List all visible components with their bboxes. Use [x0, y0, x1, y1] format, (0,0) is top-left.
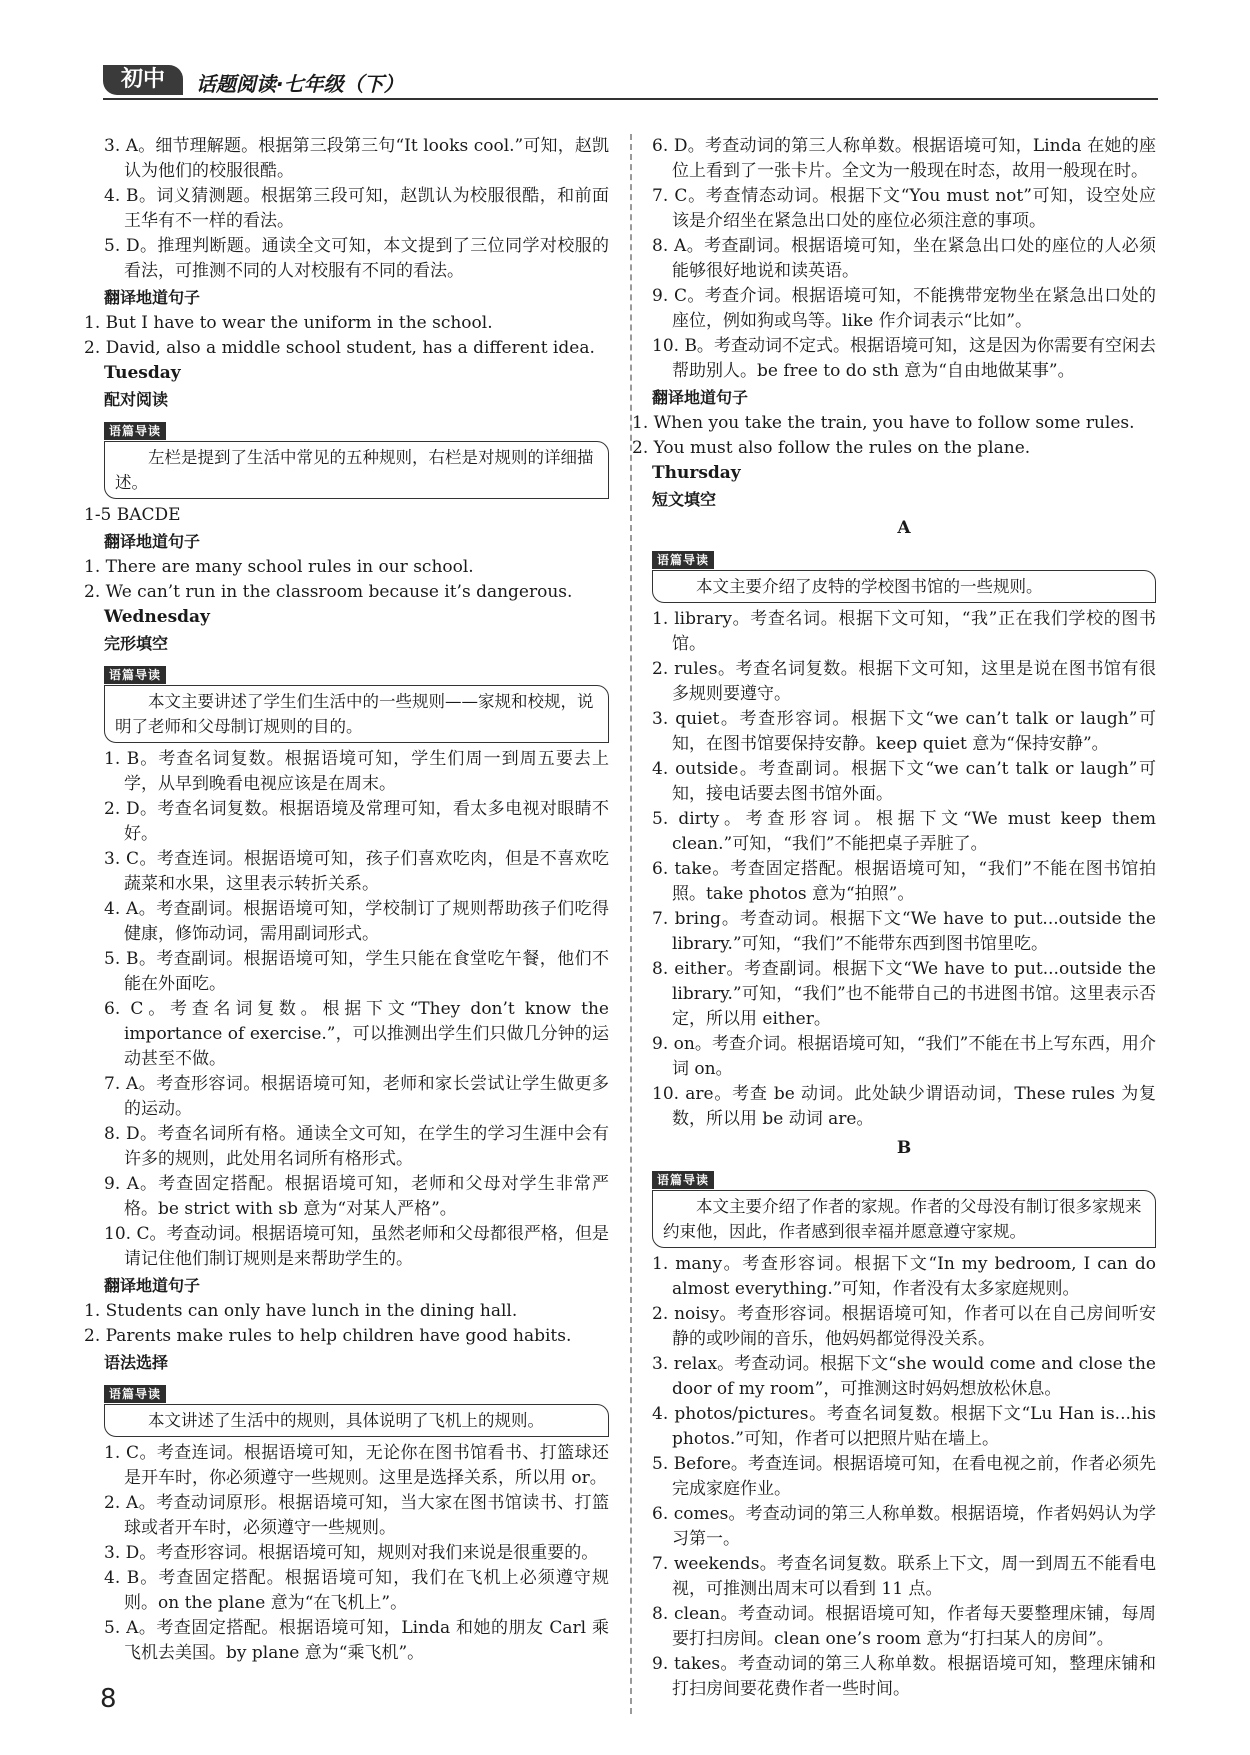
guide-text: 本文讲述了生活中的规则，具体说明了飞机上的规则。: [104, 1404, 609, 1437]
answer-item: 6. C。考查名词复数。根据下文“They don’t know the importance of exercise.”，可以推测出学生们只做几分钟的运动甚至不做。: [104, 999, 609, 1069]
answer-item: 6. take。考查固定搭配。根据语境可知，“我们”不能在图书馆拍照。take photos 意为“拍照”。: [652, 859, 1156, 904]
day-title: Tuesday: [104, 363, 181, 383]
translation-sentence: 2. Parents make rules to help children have good habits.: [84, 1326, 572, 1346]
right-column: [632, 134, 1156, 1702]
column-divider: [630, 134, 632, 1714]
answer-item: 7. weekends。考查名词复数。联系上下文，周一到周五不能看电视，可推测出周末可以看到 11 点。: [652, 1554, 1156, 1599]
left-column: [84, 134, 609, 1666]
section-title: 短文填空: [652, 490, 717, 509]
section-title: 配对阅读: [104, 390, 169, 409]
translation-sentence: 2. You must also follow the rules on the plane.: [632, 438, 1031, 458]
translation-sentence: 2. David, also a middle school student, has a different idea.: [84, 338, 595, 358]
section-title: 翻译地道句子: [104, 532, 201, 551]
answer-item: 8. either。考查副词。根据下文“We have to put...outside the library.”可知，“我们”也不能带自己的书进图书馆。这里表示否定，所以用 either。: [652, 959, 1156, 1029]
answer-item: 5. Before。考查连词。根据语境可知，在看电视之前，作者必须先完成家庭作业。: [652, 1454, 1156, 1499]
page-number: 8: [100, 1684, 117, 1714]
section-title: 翻译地道句子: [104, 288, 201, 307]
answer-item: 4. outside。考查副词。根据下文“we can’t talk or laugh”可知，接电话要去图书馆外面。: [652, 759, 1156, 804]
header-rule: [103, 98, 1158, 100]
guide-text: 左栏是提到了生活中常见的五种规则，右栏是对规则的详细描述。: [104, 441, 609, 499]
reading-guide: [652, 547, 1156, 603]
reading-guide: [652, 1167, 1156, 1248]
answer-item: 9. takes。考查动词的第三人称单数。根据语境可知，整理床铺和打扫房间要花费作者一些时间。: [652, 1654, 1156, 1699]
monday-answers: [104, 134, 609, 284]
answer-item: 7. bring。考查动词。根据下文“We have to put...outside the library.”可知，“我们”不能带东西到图书馆里吃。: [652, 909, 1156, 954]
header-title: 话题阅读·七年级（下）: [196, 72, 404, 96]
grammar-answers-continued: [652, 134, 1156, 384]
section-title: 完形填空: [104, 634, 169, 653]
answer-item: 8. clean。考查动词。根据语境可知，作者每天要整理床铺，每周要打扫房间。clean one’s room 意为“打扫某人的房间”。: [652, 1604, 1156, 1649]
answer-item: 8. D。考查名词所有格。通读全文可知，在学生的学习生涯中会有许多的规则，此处用名词所有格形式。: [104, 1124, 609, 1169]
answer-item: 6. comes。考查动词的第三人称单数。根据语境，作者妈妈认为学习第一。: [652, 1504, 1156, 1549]
answer-item: 5. A。考查固定搭配。根据语境可知，Linda 和她的朋友 Carl 乘飞机去美国。by plane 意为“乘飞机”。: [104, 1618, 609, 1663]
answer-item: 4. B。词义猜测题。根据第三段可知，赵凯认为校服很酷，和前面王华有不一样的看法。: [104, 186, 609, 231]
translation-sentence: 1. When you take the train, you have to follow some rules.: [632, 413, 1135, 433]
translation-sentence: 1. There are many school rules in our school.: [84, 557, 474, 577]
answer-item: 10. C。考查动词。根据语境可知，虽然老师和父母都很严格，但是请记住他们制订规则是来帮助学生的。: [104, 1224, 609, 1269]
answer-item: 2. A。考查动词原形。根据语境可知，当大家在图书馆读书、打篮球或者开车时，必须遵守一些规则。: [104, 1493, 609, 1538]
reading-guide: [104, 662, 609, 743]
answer-item: 1. B。考查名词复数。根据语境可知，学生们周一到周五要去上学，从早到晚看电视应该是在周末。: [104, 749, 609, 794]
answer-item: 3. quiet。考查形容词。根据下文“we can’t talk or laugh”可知，在图书馆要保持安静。keep quiet 意为“保持安静”。: [652, 709, 1156, 754]
header-badge: 初中: [103, 65, 183, 95]
guide-tag: 语篇导读: [104, 666, 166, 684]
answer-item: 2. noisy。考查形容词。根据语境可知，作者可以在自己房间听安静的或吵闹的音乐，他妈妈都觉得没关系。: [652, 1304, 1156, 1349]
day-title: Thursday: [652, 463, 741, 483]
answer-item: 9. C。考查介词。根据语境可知，不能携带宠物坐在紧急出口处的座位，例如狗或鸟等。like 作介词表示“比如”。: [652, 286, 1156, 331]
section-title: 语法选择: [104, 1353, 169, 1372]
answer-item: 3. A。细节理解题。根据第三段第三句“It looks cool.”可知，赵凯认为他们的校服很酷。: [104, 136, 609, 181]
guide-text: 本文主要介绍了皮特的学校图书馆的一些规则。: [652, 570, 1156, 603]
answer-key: 1-5 BACDE: [84, 505, 181, 525]
answer-item: 7. A。考查形容词。根据语境可知，老师和家长尝试让学生做更多的运动。: [104, 1074, 609, 1119]
guide-tag: 语篇导读: [652, 1171, 714, 1189]
guide-tag: 语篇导读: [652, 551, 714, 569]
day-title: Wednesday: [104, 607, 210, 627]
section-title: 翻译地道句子: [652, 388, 749, 407]
answer-item: 9. A。考查固定搭配。根据语境可知，老师和父母对学生非常严格。be strict with sb 意为“对某人严格”。: [104, 1174, 609, 1219]
answer-item: 3. C。考查连词。根据语境可知，孩子们喜欢吃肉，但是不喜欢吃蔬菜和水果，这里表示转折关系。: [104, 849, 609, 894]
grammar-answers: [104, 1441, 609, 1666]
answer-item: 10. are。考查 be 动词。此处缺少谓语动词，These rules 为复数，所以用 be 动词 are。: [652, 1084, 1156, 1129]
answer-item: 1. many。考查形容词。根据下文“In my bedroom, I can do almost everything.”可知，作者没有太多家庭规则。: [652, 1254, 1156, 1299]
answer-item: 10. B。考查动词不定式。根据语境可知，这是因为你需要有空闲去帮助别人。be free to do sth 意为“自由地做某事”。: [652, 336, 1156, 381]
answer-item: 4. photos/pictures。考查名词复数。根据下文“Lu Han is...his photos.”可知，作者可以把照片贴在墙上。: [652, 1404, 1156, 1449]
answer-item: 2. D。考查名词复数。根据语境及常理可知，看太多电视对眼睛不好。: [104, 799, 609, 844]
reading-guide: [104, 418, 609, 499]
part-label: B: [896, 1138, 912, 1158]
answer-item: 3. relax。考查动词。根据下文“she would come and close the door of my room”，可推测这时妈妈想放松休息。: [652, 1354, 1156, 1399]
guide-tag: 语篇导读: [104, 422, 166, 440]
translation-sentence: 1. Students can only have lunch in the dining hall.: [84, 1301, 518, 1321]
answer-item: 1. library。考查名词。根据下文可知，“我”正在我们学校的图书馆。: [652, 609, 1156, 654]
answer-item: 4. B。考查固定搭配。根据语境可知，我们在飞机上必须遵守规则。on the plane 意为“在飞机上”。: [104, 1568, 609, 1613]
answer-item: 3. D。考查形容词。根据语境可知，规则对我们来说是很重要的。: [104, 1543, 599, 1563]
answer-item: 5. B。考查副词。根据语境可知，学生只能在食堂吃午餐，他们不能在外面吃。: [104, 949, 609, 994]
part-label: A: [897, 518, 911, 538]
answer-item: 1. C。考查连词。根据语境可知，无论你在图书馆看书、打篮球还是开车时，你必须遵守一些规则。这里是选择关系，所以用 or。: [104, 1443, 609, 1488]
guide-text: 本文主要讲述了学生们生活中的一些规则——家规和校规，说明了老师和父母制订规则的目的。: [104, 685, 609, 743]
answer-item: 6. D。考查动词的第三人称单数。根据语境可知，Linda 在她的座位上看到了一张卡片。全文为一般现在时态，故用一般现在时。: [652, 136, 1156, 181]
guide-text: 本文主要介绍了作者的家规。作者的父母没有制订很多家规来约束他，因此，作者感到很幸福并愿意遵守家规。: [652, 1190, 1156, 1248]
answer-item: 9. on。考查介词。根据语境可知，“我们”不能在书上写东西，用介词 on。: [652, 1034, 1156, 1079]
part-a-answers: [652, 607, 1156, 1132]
answer-item: 7. C。考查情态动词。根据下文“You must not”可知，设空处应该是介绍坐在紧急出口处的座位必须注意的事项。: [652, 186, 1156, 231]
answer-item: 5. dirty。考查形容词。根据下文“We must keep them clean.”可知，“我们”不能把桌子弄脏了。: [652, 809, 1156, 854]
answer-item: 4. A。考查副词。根据语境可知，学校制订了规则帮助孩子们吃得健康，修饰动词，需用副词形式。: [104, 899, 609, 944]
answer-item: 2. rules。考查名词复数。根据下文可知，这里是说在图书馆有很多规则要遵守。: [652, 659, 1156, 704]
answer-item: 5. D。推理判断题。通读全文可知，本文提到了三位同学对校服的看法，可推测不同的人对校服有不同的看法。: [104, 236, 609, 281]
translation-sentence: 2. We can’t run in the classroom because it’s dangerous.: [84, 582, 573, 602]
guide-tag: 语篇导读: [104, 1385, 166, 1403]
reading-guide: [104, 1381, 609, 1437]
page-header: [0, 60, 1250, 102]
answer-item: 8. A。考查副词。根据语境可知，坐在紧急出口处的座位的人必须能够很好地说和读英语。: [652, 236, 1156, 281]
wednesday-answers: [104, 747, 609, 1272]
part-b-answers: [652, 1252, 1156, 1702]
section-title: 翻译地道句子: [104, 1276, 201, 1295]
translation-sentence: 1. But I have to wear the uniform in the school.: [84, 313, 493, 333]
